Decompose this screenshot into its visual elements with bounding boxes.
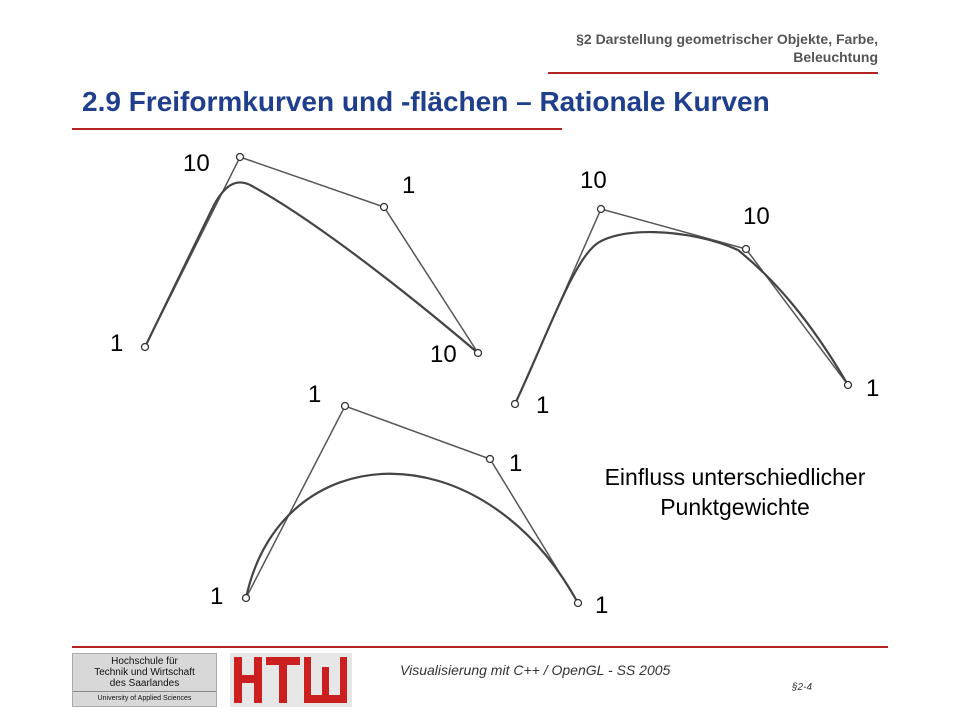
logo-line-3: des Saarlandes: [109, 678, 180, 689]
control-point: [381, 204, 388, 211]
curve-figure-1: [142, 150, 482, 357]
control-point: [342, 403, 349, 410]
weight-label: 1: [110, 330, 124, 357]
control-point: [475, 350, 482, 357]
curve-figure-2: [512, 203, 852, 408]
weight-label: 1: [595, 592, 609, 619]
weight-label: 1: [210, 583, 224, 610]
weight-label: 1: [866, 375, 880, 402]
control-polygon-1: [145, 157, 478, 353]
chapter-line-1: §2 Darstellung geometrischer Objekte, Farbe,: [576, 31, 878, 47]
caption-line-1: Einfluss unterschiedlicher: [604, 464, 866, 490]
curve-figure-3: [243, 403, 582, 607]
weight-label: 1: [536, 392, 550, 419]
weight-label: 1: [308, 381, 322, 408]
control-point: [142, 344, 149, 351]
rational-curve-3: [246, 474, 578, 603]
control-point: [512, 401, 519, 408]
weight-label: 10: [580, 167, 607, 194]
control-point: [243, 595, 250, 602]
control-point: [743, 246, 750, 253]
control-polygon-2: [515, 209, 848, 404]
footer-divider: [72, 646, 888, 648]
rational-curve-1: [145, 182, 478, 353]
weight-label: 1: [509, 450, 523, 477]
page-number: §2-4: [792, 682, 813, 693]
control-point: [487, 456, 494, 463]
weight-label: 10: [430, 341, 457, 368]
logo-line-2: Technik und Wirtschaft: [94, 667, 195, 678]
weight-label: 1: [402, 172, 416, 199]
chapter-line-2: Beleuchtung: [793, 49, 878, 65]
weight-label: 10: [183, 150, 210, 177]
logo-line-1: Hochschule für: [111, 656, 178, 667]
weight-label: 10: [743, 203, 770, 230]
university-logo-text: [72, 653, 217, 707]
control-point: [598, 206, 605, 213]
control-point: [237, 154, 244, 161]
figure-caption: [575, 462, 895, 522]
logo-line-4: University of Applied Sciences: [73, 691, 216, 704]
slide-title: 2.9 Freiformkurven und -flächen – Rationale Kurven: [82, 86, 770, 117]
control-point: [845, 382, 852, 389]
control-polygon-3: [246, 406, 578, 603]
caption-line-2: Punktgewichte: [660, 494, 810, 520]
control-point: [575, 600, 582, 607]
footer-course: Visualisierung mit C++ / OpenGL - SS 2005: [400, 662, 671, 678]
htw-logo-icon: [230, 653, 352, 707]
